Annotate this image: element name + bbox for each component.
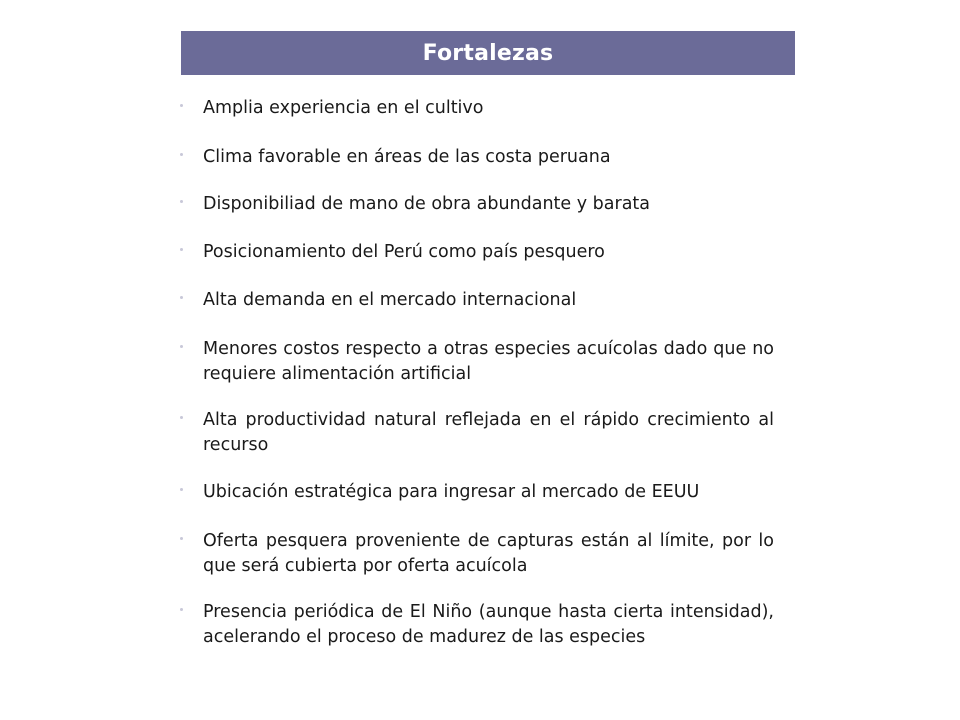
list-item-text: Presencia periódica de El Niño (aunque hasta cierta intensidad), acelerando el proceso de madurez de las especies: [203, 602, 774, 647]
bullet-icon: [180, 104, 183, 107]
list-item: [180, 240, 774, 265]
bullet-icon: [180, 345, 183, 348]
list-item: [180, 337, 774, 386]
list-item: [180, 480, 774, 505]
bullet-icon: [180, 416, 183, 419]
list-item: [180, 288, 774, 313]
bullet-icon: [180, 248, 183, 251]
list-item-text: Alta productividad natural reflejada en el rápido crecimiento al recurso: [203, 410, 774, 455]
bullet-icon: [180, 153, 183, 156]
list-item: [180, 408, 774, 457]
page-title: Fortalezas: [422, 40, 554, 66]
list-item-text: Posicionamiento del Perú como país pesquero: [203, 242, 605, 262]
list-item-text: Ubicación estratégica para ingresar al mercado de EEUU: [203, 482, 700, 502]
list-item-text: Amplia experiencia en el cultivo: [203, 98, 484, 118]
bullet-icon: [180, 200, 183, 203]
list-item-text: Disponibiliad de mano de obra abundante y barata: [203, 194, 651, 214]
bullet-icon: [180, 608, 183, 611]
bullet-icon: [180, 488, 183, 491]
list-item: [180, 192, 774, 217]
list-item: [180, 145, 774, 170]
list-item-text: Menores costos respecto a otras especies acuícolas dado que no requiere alimentación artificial: [203, 339, 774, 384]
bullet-icon: [180, 296, 183, 299]
list-item-text: Oferta pesquera proveniente de capturas están al límite, por lo que será cubierta por oferta acuícola: [203, 531, 774, 576]
list-item-text: Alta demanda en el mercado internacional: [203, 290, 577, 310]
list-item: [180, 529, 774, 578]
list-item-text: Clima favorable en áreas de las costa peruana: [203, 147, 611, 167]
bullet-icon: [180, 537, 183, 540]
list-item: [180, 600, 774, 649]
list-item: [180, 96, 774, 121]
